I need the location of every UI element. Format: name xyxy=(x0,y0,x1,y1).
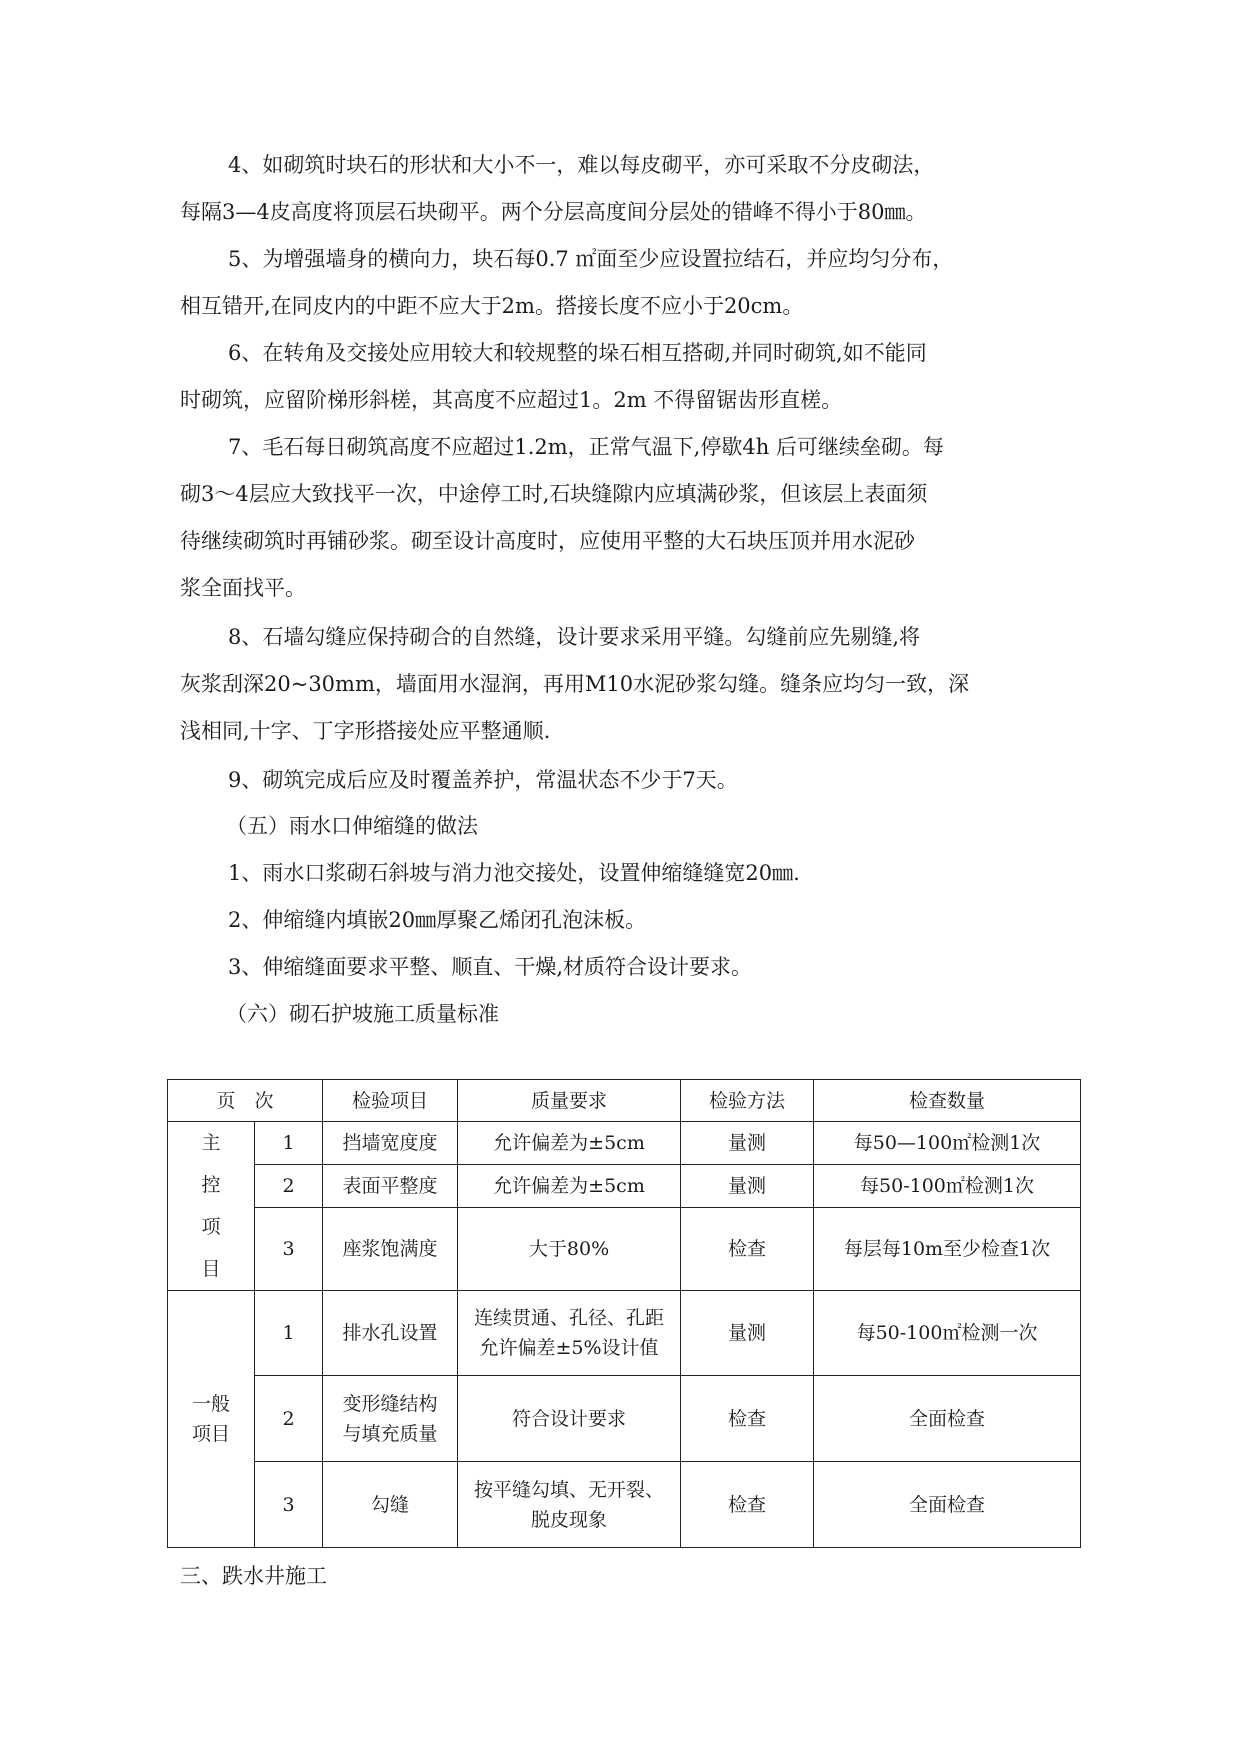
paragraph-item-5 xyxy=(180,236,1080,330)
quantity-cell: 全面检查 xyxy=(814,1462,1081,1548)
text-line: 砌3～4层应大致找平一次，中途停工时,石块缝隙内应填满砂浆，但该层上表面须 xyxy=(180,482,928,506)
method-cell: 检查 xyxy=(681,1376,814,1462)
paragraph-item-6 xyxy=(180,330,1080,424)
item-cell: 排水孔设置 xyxy=(323,1291,458,1376)
text-line: 7、毛石每日砌筑高度不应超过1.2m，正常气温下,停歇4h 后可继续垒砌。每 xyxy=(228,435,944,459)
item-cell: 挡墙宽度度 xyxy=(323,1122,458,1165)
quantity-cell: 每50-100㎡检测一次 xyxy=(814,1291,1081,1376)
quantity-cell: 全面检查 xyxy=(814,1376,1081,1462)
requirement-cell: 符合设计要求 xyxy=(458,1376,681,1462)
method-cell: 检查 xyxy=(681,1208,814,1291)
table-row xyxy=(168,1165,1081,1208)
row-number-cell: 3 xyxy=(255,1208,323,1291)
requirement-cell: 按平缝勾填、无开裂、 脱皮现象 xyxy=(458,1462,681,1548)
section-heading-5 xyxy=(180,803,1080,850)
paragraph-joint-1 xyxy=(180,850,1080,897)
paragraph-joint-3 xyxy=(180,944,1080,991)
text-line: 2、伸缩缝内填嵌20㎜厚聚乙烯闭孔泡沫板。 xyxy=(228,908,647,932)
paragraph-item-8 xyxy=(180,614,1080,755)
header-cell: 检验项目 xyxy=(323,1080,458,1122)
row-number-cell: 2 xyxy=(255,1165,323,1208)
section-heading-3: 三、跌水井施工 xyxy=(180,1564,327,1588)
requirement-cell: 连续贯通、孔径、孔距 允许偏差±5%设计值 xyxy=(458,1291,681,1376)
text-line: 8、石墙勾缝应保持砌合的自然缝，设计要求采用平缝。勾缝前应先剔缝,将 xyxy=(228,625,921,649)
row-number-cell: 3 xyxy=(255,1462,323,1548)
text-line: （五）雨水口伸缩缝的做法 xyxy=(226,814,478,838)
text-line: （六）砌石护坡施工质量标准 xyxy=(226,1002,499,1026)
text-line: 5、为增强墙身的横向力，块石每0.7 ㎡面至少应设置拉结石，并应均匀分布， xyxy=(228,247,954,271)
row-number-cell: 1 xyxy=(255,1291,323,1376)
method-cell: 量测 xyxy=(681,1291,814,1376)
header-cell: 检查数量 xyxy=(814,1080,1081,1122)
group-name-cell: 主 控 项 目 xyxy=(168,1122,255,1291)
section-heading-6 xyxy=(180,991,1080,1038)
text-line: 1、雨水口浆砌石斜坡与消力池交接处，设置伸缩缝缝宽20㎜. xyxy=(228,861,800,885)
item-cell: 座浆饱满度 xyxy=(323,1208,458,1291)
paragraph-joint-2 xyxy=(180,897,1080,944)
text-line: 灰浆刮深20~30mm，墙面用水湿润，再用M10水泥砂浆勾缝。缝条应均匀一致，深 xyxy=(180,672,970,696)
row-number-cell: 2 xyxy=(255,1376,323,1462)
text-line: 相互错开,在同皮内的中距不应大于2m。搭接长度不应小于20cm。 xyxy=(180,294,804,318)
text-line: 9、砌筑完成后应及时覆盖养护，常温状态不少于7天。 xyxy=(228,768,738,792)
row-number-cell: 1 xyxy=(255,1122,323,1165)
text-line: 3、伸缩缝面要求平整、顺直、干燥,材质符合设计要求。 xyxy=(228,955,753,979)
table-row xyxy=(168,1208,1081,1291)
text-line: 每隔3—4皮高度将顶层石块砌平。两个分层高度间分层处的错峰不得小于80㎜。 xyxy=(180,200,927,224)
text-line: 浅相同,十字、丁字形搭接处应平整通顺. xyxy=(180,719,551,743)
item-cell: 勾缝 xyxy=(323,1462,458,1548)
quantity-cell: 每50—100㎡检测1次 xyxy=(814,1122,1081,1165)
paragraph-item-4 xyxy=(180,142,1080,236)
table-header-row xyxy=(168,1080,1081,1122)
quality-standard-table xyxy=(167,1079,1081,1548)
text-line: 待继续砌筑时再铺砂浆。砌至设计高度时，应使用平整的大石块压顶并用水泥砂 xyxy=(180,529,915,553)
method-cell: 量测 xyxy=(681,1165,814,1208)
header-cell: 检验方法 xyxy=(681,1080,814,1122)
item-cell: 变形缝结构 与填充质量 xyxy=(323,1376,458,1462)
method-cell: 量测 xyxy=(681,1122,814,1165)
paragraph-item-9 xyxy=(180,757,1080,804)
table-row xyxy=(168,1291,1081,1376)
quantity-cell: 每50-100㎡检测1次 xyxy=(814,1165,1081,1208)
header-cell: 页 次 xyxy=(168,1080,323,1122)
text-line: 浆全面找平。 xyxy=(180,576,306,600)
group-name-cell: 一般 项目 xyxy=(168,1291,255,1548)
text-line: 6、在转角及交接处应用较大和较规整的垛石相互搭砌,并同时砌筑,如不能同 xyxy=(228,341,927,365)
requirement-cell: 允许偏差为±5cm xyxy=(458,1122,681,1165)
paragraph-item-7 xyxy=(180,424,1080,612)
requirement-cell: 允许偏差为±5cm xyxy=(458,1165,681,1208)
text-line: 4、如砌筑时块石的形状和大小不一，难以每皮砌平，亦可采取不分皮砌法， xyxy=(228,153,935,177)
table-row xyxy=(168,1462,1081,1548)
table-row xyxy=(168,1122,1081,1165)
requirement-cell: 大于80% xyxy=(458,1208,681,1291)
table-row xyxy=(168,1376,1081,1462)
method-cell: 检查 xyxy=(681,1462,814,1548)
item-cell: 表面平整度 xyxy=(323,1165,458,1208)
text-line: 时砌筑，应留阶梯形斜槎，其高度不应超过1。2m 不得留锯齿形直槎。 xyxy=(180,388,843,412)
quantity-cell: 每层每10m至少检查1次 xyxy=(814,1208,1081,1291)
header-cell: 质量要求 xyxy=(458,1080,681,1122)
